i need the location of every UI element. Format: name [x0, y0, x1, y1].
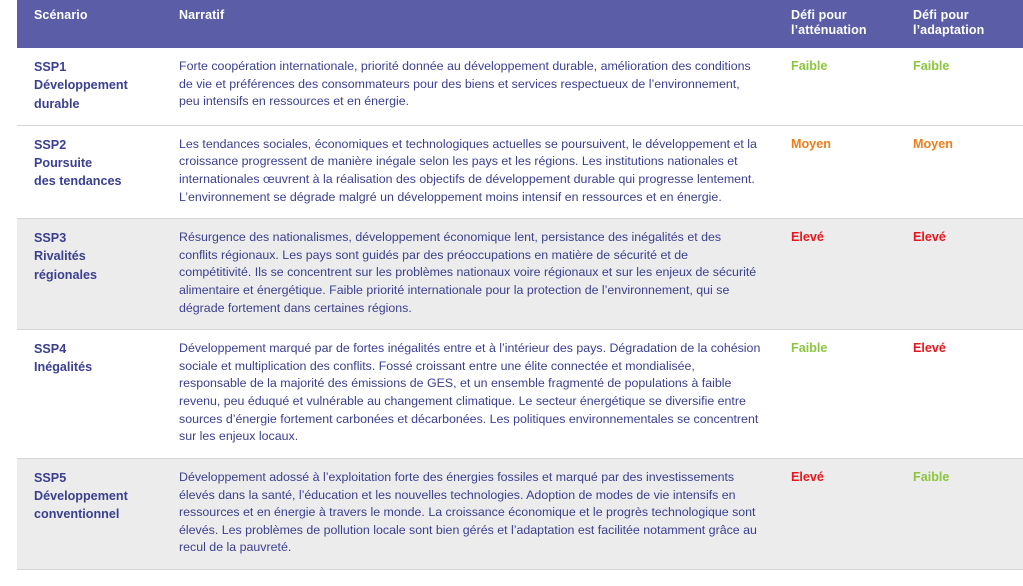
cell-mitigation-challenge: Faible — [779, 330, 901, 459]
cell-adaptation-challenge: Elevé — [901, 330, 1023, 459]
table-row — [17, 48, 1023, 125]
scenario-line: Développement — [34, 489, 128, 504]
column-header-adaptation-line1: Défi pour — [913, 8, 969, 22]
table-row — [17, 219, 1023, 330]
cell-scenario — [17, 125, 169, 218]
scenario-line: conventionnel — [34, 507, 120, 522]
column-header-adaptation — [901, 0, 1023, 48]
cell-mitigation-challenge: Moyen — [779, 125, 901, 218]
ssp-scenarios-table — [17, 0, 1023, 570]
cell-adaptation-challenge: Faible — [901, 458, 1023, 569]
table-body — [17, 48, 1023, 569]
scenario-line: Rivalités — [34, 249, 86, 264]
column-header-adaptation-line2: l’adaptation — [913, 23, 985, 37]
table-row — [17, 330, 1023, 459]
scenario-line: Inégalités — [34, 360, 93, 375]
cell-scenario — [17, 330, 169, 459]
scenario-line: Poursuite — [34, 156, 93, 170]
cell-scenario — [17, 219, 169, 330]
scenario-line: des tendances — [34, 174, 122, 189]
column-header-mitigation-line2: l’atténuation — [791, 23, 867, 37]
column-header-narrative: Narratif — [169, 0, 779, 48]
cell-adaptation-challenge: Moyen — [901, 125, 1023, 218]
scenario-line: SSP1 — [34, 60, 67, 74]
scenario-line: SSP2 — [34, 137, 67, 152]
scenario-line: Développement — [34, 78, 128, 93]
scenario-line: durable — [34, 96, 80, 111]
table-row — [17, 125, 1023, 218]
cell-narrative: Résurgence des nationalismes, développement économique lent, persistance des inégalités et des conflits régionaux. Les pays sont guidés par des préoccupations en matière de sécurité et de compétitivité. Ils se concentrent sur les problèmes nationaux voire régionaux et sur les enjeux de sécurité alimentaire et énergétique. Faible priorité internationale pour la protection de l’environnement, qui se dégrade fortement dans certaines régions. — [169, 219, 779, 330]
cell-mitigation-challenge: Elevé — [779, 219, 901, 330]
cell-mitigation-challenge: Elevé — [779, 458, 901, 569]
cell-narrative: Développement adossé à l’exploitation forte des énergies fossiles et marqué par des investissements élevés dans la santé, l’éducation et les nouvelles technologies. Adoption de modes de vie intensifs en ressources et en énergie à travers le monde. La croissance économique et le progrès technologique sont élevés. Les problèmes de pollution locale sont bien gérés et l’adaptation est facilitée notamment grâce au recul de la pauvreté. — [169, 458, 779, 569]
table-row — [17, 458, 1023, 569]
cell-scenario — [17, 48, 169, 125]
cell-adaptation-challenge: Faible — [901, 48, 1023, 125]
column-header-mitigation-line1: Défi pour — [791, 8, 847, 22]
table-header — [17, 0, 1023, 48]
column-header-scenario: Scénario — [17, 0, 169, 48]
cell-narrative: Forte coopération internationale, priorité donnée au développement durable, amélioration des conditions de vie et préférences des consommateurs pour des biens et services respectueux de l’environnement, peu intensifs en ressources et en énergie. — [169, 48, 779, 125]
cell-narrative: Les tendances sociales, économiques et technologiques actuelles se poursuivent, le développement et la croissance progressent de manière inégale selon les pays et les régions. Les institutions nationales et internationales œuvrent à la réalisation des objectifs de développement durable qui progresse lentement. L’environnement se dégrade malgré un développement moins intensif en ressources et en énergie. — [169, 125, 779, 218]
scenario-line: régionales — [34, 267, 97, 282]
cell-scenario — [17, 458, 169, 569]
scenario-line: SSP5 — [34, 470, 67, 485]
table-header-row — [17, 0, 1023, 48]
scenario-line: SSP4 — [34, 342, 67, 357]
cell-adaptation-challenge: Elevé — [901, 219, 1023, 330]
cell-narrative: Développement marqué par de fortes inégalités entre et à l’intérieur des pays. Dégradation de la cohésion sociale et multiplication des conflits. Fossé croissant entre une élite connectée et mondialisée, responsable de la majorité des émissions de GES, et un ensemble fragmenté de populations à faible revenu, peu éduqué et vulnérable au changement climatique. Le secteur énergétique se diversifie entre sources d’énergie fortement carbonées et décarbonées. Les politiques environnementales se concentrent sur les enjeux locaux. — [169, 330, 779, 459]
column-header-mitigation — [779, 0, 901, 48]
scenario-line: SSP3 — [34, 231, 67, 246]
cell-mitigation-challenge: Faible — [779, 48, 901, 125]
